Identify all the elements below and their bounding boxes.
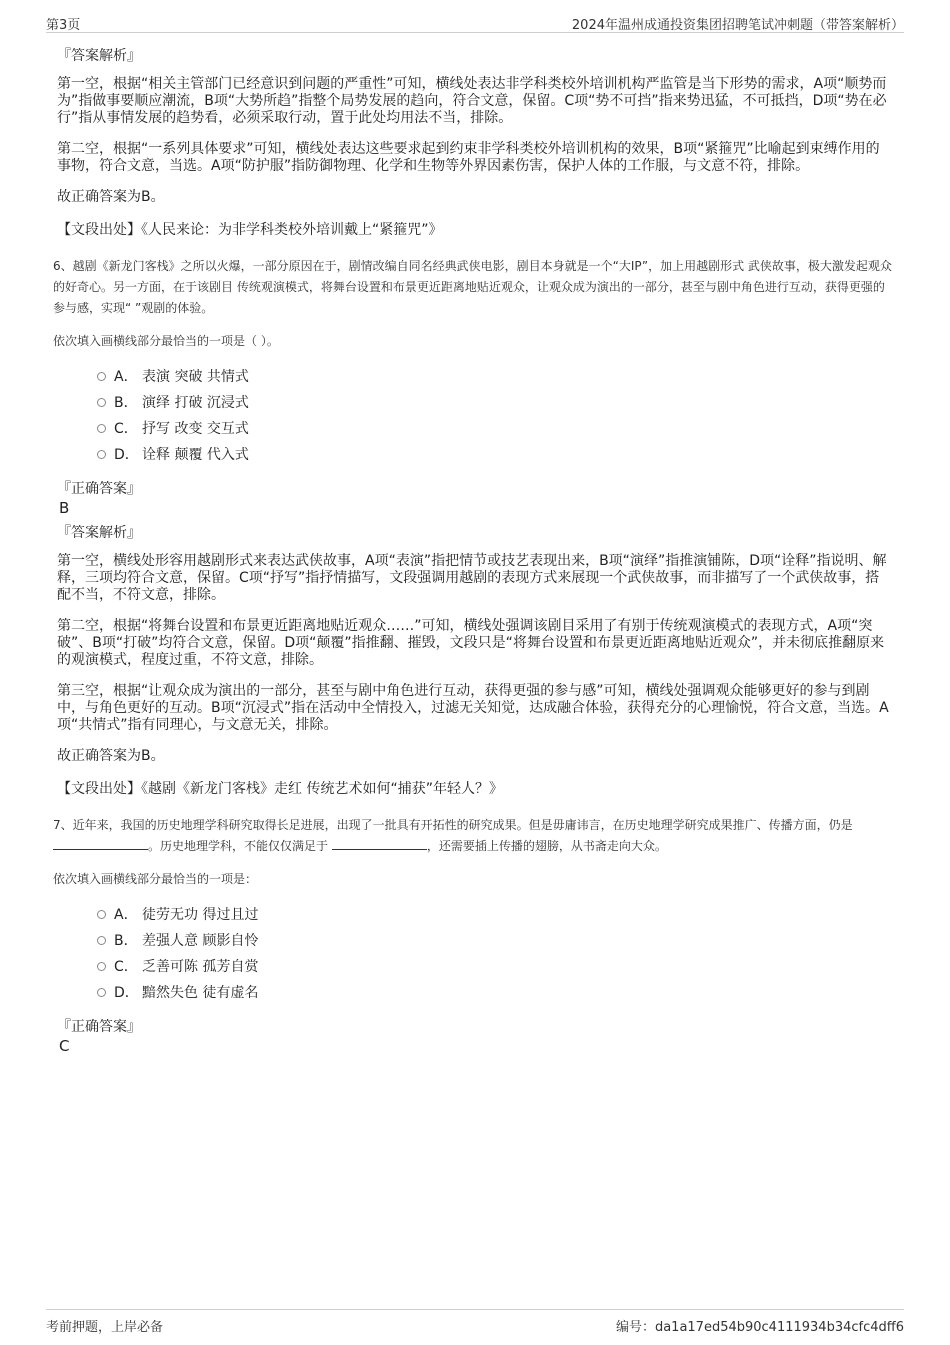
source-citation: 【文段出处】《越剧《新龙门客栈》走红 传统艺术如何“捕获”年轻人？》: [57, 781, 503, 797]
option-letter: D．: [114, 447, 139, 463]
option-a[interactable]: [97, 363, 892, 389]
analysis-paragraph: 故正确答案为B。: [57, 189, 165, 205]
stem-part: 。历史地理学科，不能仅仅满足于: [148, 839, 329, 853]
fill-blank: [332, 839, 427, 850]
question-stem: [53, 815, 892, 857]
option-list: [97, 901, 892, 1005]
analysis-paragraph: 第二空，根据“一系列具体要求”可知，横线处表达这些要求起到约束非学科类校外培训机构的效果，B项“紧箍咒”比喻起到束缚作用的事物，符合文意，当选。A项“防护服”指防御物理、化学和生物等外界因素伤害，保护人体的工作服，与文意不符，排除。: [57, 141, 880, 174]
radio-icon[interactable]: [97, 372, 106, 381]
page-content: [53, 40, 892, 1059]
radio-icon[interactable]: [97, 936, 106, 945]
option-a[interactable]: [97, 901, 892, 927]
analysis-label: 『答案解析』: [57, 48, 141, 64]
analysis-label: 『答案解析』: [57, 525, 141, 541]
option-letter: B．: [114, 395, 138, 411]
correct-answer: C: [59, 1037, 70, 1055]
option-letter: D．: [114, 985, 139, 1001]
analysis-paragraph: 第三空，根据“让观众成为演出的一部分，甚至与剧中角色进行互动，获得更强的参与感”可知，横线处强调观众能够更好的参与到剧中，与角色更好的互动。B项“沉浸式”指在活动中全情投入，过滤无关知觉，达成融合体验，获得充分的心理愉悦，符合文意，当选。A项“共情式”指有同理心，与文意无关，排除。: [57, 683, 889, 733]
radio-icon[interactable]: [97, 398, 106, 407]
option-text: 表演 突破 共情式: [142, 369, 249, 385]
option-text: 演绎 打破 沉浸式: [142, 395, 249, 411]
option-letter: C．: [114, 421, 138, 437]
radio-icon[interactable]: [97, 962, 106, 971]
radio-icon[interactable]: [97, 910, 106, 919]
option-text: 徒劳无功 得过且过: [142, 907, 259, 923]
question-instruction: 依次填入画横线部分最恰当的一项是（ ）。: [53, 334, 279, 348]
analysis-paragraph: 第二空，根据“将舞台设置和布景更近距离地贴近观众……”可知，横线处强调该剧目采用了有别于传统观演模式的表现方式，A项“突破”、B项“打破”均符合文意，保留。D项“颠覆”指推翻、摧毁，文段只是“将舞台设置和布景更近距离地贴近观众”，并未彻底推翻原来的观演模式，程度过重，不符文意，排除。: [57, 618, 885, 668]
option-b[interactable]: [97, 927, 892, 953]
analysis-paragraph: 第一空，横线处形容用越剧形式来表达武侠故事，A项“表演”指把情节或技艺表现出来，B项“演绎”指推演铺陈，D项“诠释”指说明、解释，三项均符合文意，保留。C项“抒写”指抒情描写，文段强调用越剧的表现方式来展现一个武侠故事，而非描写了一个武侠故事，搭配不当，不符文意，排除。: [57, 553, 887, 603]
option-letter: A．: [114, 907, 138, 923]
option-text: 乏善可陈 孤芳自赏: [142, 959, 259, 975]
page-footer: [46, 1309, 904, 1334]
radio-icon[interactable]: [97, 988, 106, 997]
option-d[interactable]: [97, 441, 892, 467]
option-b[interactable]: [97, 389, 892, 415]
option-letter: A．: [114, 369, 138, 385]
stem-part: ，还需要插上传播的翅膀，从书斋走向大众。: [426, 839, 667, 853]
option-text: 诠释 颠覆 代入式: [142, 447, 249, 463]
option-c[interactable]: [97, 953, 892, 979]
option-letter: B．: [114, 933, 138, 949]
page-header: [46, 12, 904, 33]
option-text: 差强人意 顾影自怜: [142, 933, 259, 949]
option-d[interactable]: [97, 979, 892, 1005]
radio-icon[interactable]: [97, 450, 106, 459]
document-id: 编号：da1a17ed54b90c4111934b34cfc4dff6: [615, 1320, 904, 1335]
correct-answer: B: [59, 499, 70, 517]
correct-answer-label: 『正确答案』: [57, 1019, 141, 1035]
option-list: [97, 363, 892, 467]
radio-icon[interactable]: [97, 424, 106, 433]
option-text: 抒写 改变 交互式: [142, 421, 249, 437]
question-instruction: 依次填入画横线部分最恰当的一项是：: [53, 872, 258, 886]
footer-slogan: 考前押题，上岸必备: [46, 1320, 164, 1335]
analysis-paragraph: 第一空，根据“相关主管部门已经意识到问题的严重性”可知，横线处表达非学科类校外培训机构严监管是当下形势的需求，A项“顺势而为”指做事要顺应潮流，B项“大势所趋”指整个局势发展的趋向，符合文意，保留。C项“势不可挡”指来势迅猛，不可抵挡，D项“势在必行”指从事情发展的趋势看，必须采取行动，置于此处均用法不当，排除。: [57, 76, 887, 126]
option-text: 黯然失色 徒有虚名: [142, 985, 259, 1001]
option-letter: C．: [114, 959, 138, 975]
stem-part: 7、近年来，我国的历史地理学科研究取得长足进展，出现了一批具有开拓性的研究成果。但是毋庸讳言，在历史地理学研究成果推广、传播方面，仍是: [53, 818, 853, 832]
page-number: 第3页: [46, 18, 81, 33]
question-stem: 6、越剧《新龙门客栈》之所以火爆，一部分原因在于，剧情改编自同名经典武侠电影，剧目本身就是一个“大IP”，加上用越剧形式 武侠故事，极大激发起观众的好奇心。另一方面，在于该剧目 传统观演模式，将舞台设置和布景更近距离地贴近观众，让观众成为演出的一部分，甚至与剧中角色进行互动，获得更强的参与感，实现“ ”观剧的体验。: [53, 259, 892, 315]
fill-blank: [53, 839, 148, 850]
option-c[interactable]: [97, 415, 892, 441]
document-title: 2024年温州成通投资集团招聘笔试冲刺题（带答案解析）: [571, 18, 904, 33]
analysis-paragraph: 故正确答案为B。: [57, 748, 165, 764]
correct-answer-label: 『正确答案』: [57, 481, 141, 497]
source-citation: 【文段出处】《人民来论：为非学科类校外培训戴上“紧箍咒”》: [57, 222, 443, 238]
